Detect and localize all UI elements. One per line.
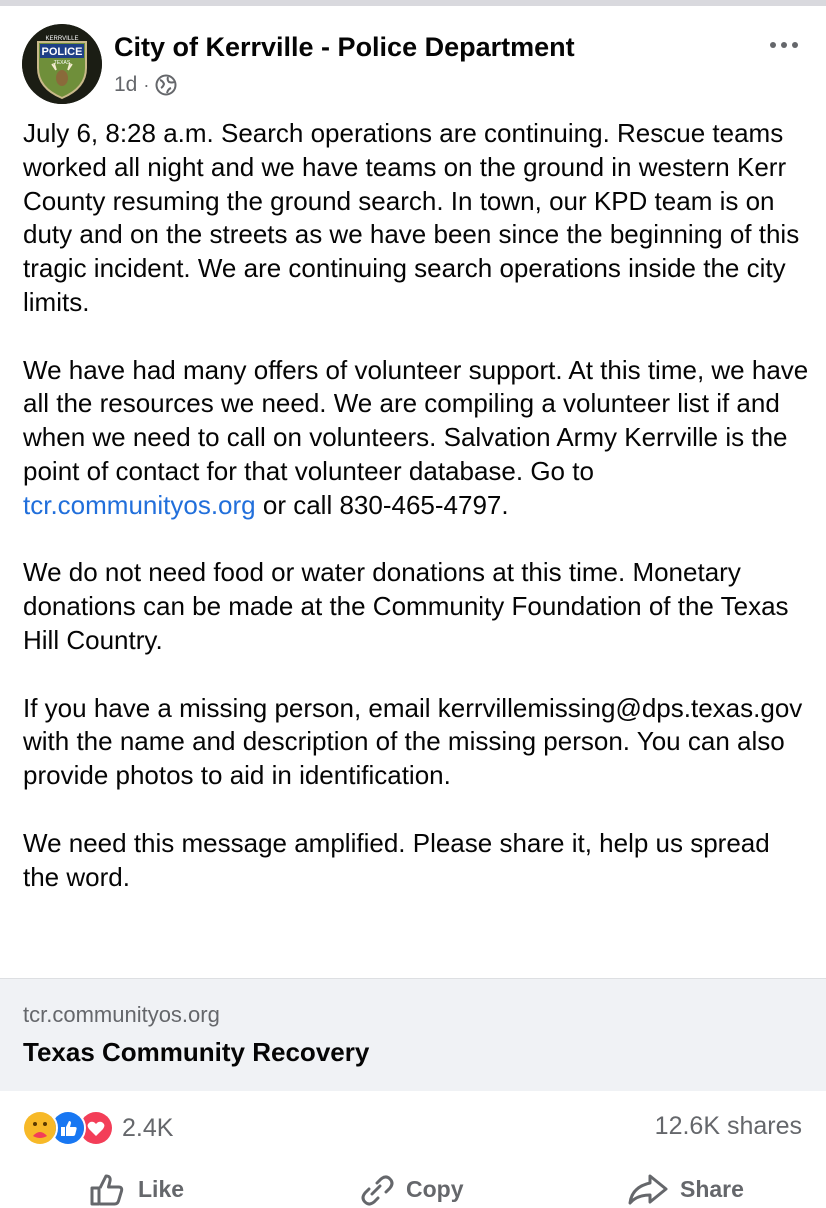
post-meta <box>114 70 177 100</box>
post-paragraph-4: If you have a missing person, email kerrvillemissing@dps.texas.gov with the name and description of the missing person. You can also provide photos to aid in identification. <box>23 692 803 791</box>
more-options-button[interactable] <box>764 30 804 60</box>
post-text <box>23 117 813 928</box>
post-paragraph-2-end: or call 830-465-4797. <box>255 489 509 520</box>
post-paragraph-1: July 6, 8:28 a.m. Search operations are continuing. Rescue teams worked all night and we have teams on the ground in western Kerr County resuming the ground search. In town, our KPD team is on duty and on the streets as we have been since the beginning of this tragic incident. We are continuing search operations inside the city limits. <box>23 118 800 317</box>
page-avatar[interactable] <box>22 24 102 104</box>
copy-label: Copy <box>406 1175 464 1202</box>
share-button[interactable] <box>626 1172 744 1206</box>
badge-top-text: KERRVILLE <box>45 36 79 42</box>
share-count[interactable]: 12.6K shares <box>654 1112 802 1140</box>
ellipsis-icon <box>770 42 776 48</box>
reactions-summary[interactable] <box>22 1110 173 1146</box>
ellipsis-icon <box>781 42 787 48</box>
badge-bottom-text: TEXAS <box>53 60 71 66</box>
badge-main-text: POLICE <box>41 46 83 58</box>
thumbs-up-icon <box>88 1172 128 1206</box>
post-paragraph-2 <box>23 354 813 523</box>
link-icon <box>356 1172 396 1206</box>
link-title: Texas Community Recovery <box>23 1037 370 1067</box>
like-label: Like <box>138 1175 185 1202</box>
share-label: Share <box>680 1175 744 1202</box>
ellipsis-icon <box>792 42 798 48</box>
globe-icon <box>155 74 177 96</box>
reaction-count: 2.4K <box>122 1113 174 1142</box>
police-badge-logo <box>22 24 102 104</box>
care-reaction-icon <box>22 1110 58 1146</box>
post-paragraph-3: We do not need food or water donations at this time. Monetary donations can be made at the Community Foundation of the Texas Hill Country. <box>23 557 789 655</box>
post-paragraph-2-start: We have had many offers of volunteer support. At this time, we have all the resources we need. We are compiling a volunteer list if and when we need to call on volunteers. Salvation Army Kerrville is the point of contact for that volunteer database. Go to <box>23 354 809 486</box>
meta-separator: · <box>143 74 150 95</box>
post-link[interactable]: tcr.communityos.org <box>23 489 256 520</box>
share-arrow-icon <box>626 1172 670 1206</box>
like-button[interactable] <box>88 1172 184 1206</box>
copy-button[interactable] <box>356 1172 464 1206</box>
link-domain: tcr.communityos.org <box>23 1002 220 1027</box>
post-actions-bar <box>0 1168 826 1208</box>
post-time[interactable]: 1d <box>114 73 138 96</box>
link-preview-card[interactable] <box>0 978 826 1091</box>
post-paragraph-5: We need this message amplified. Please share it, help us spread the word. <box>23 827 770 892</box>
page-name[interactable]: City of Kerrville - Police Department <box>114 32 575 62</box>
top-divider <box>0 0 826 6</box>
